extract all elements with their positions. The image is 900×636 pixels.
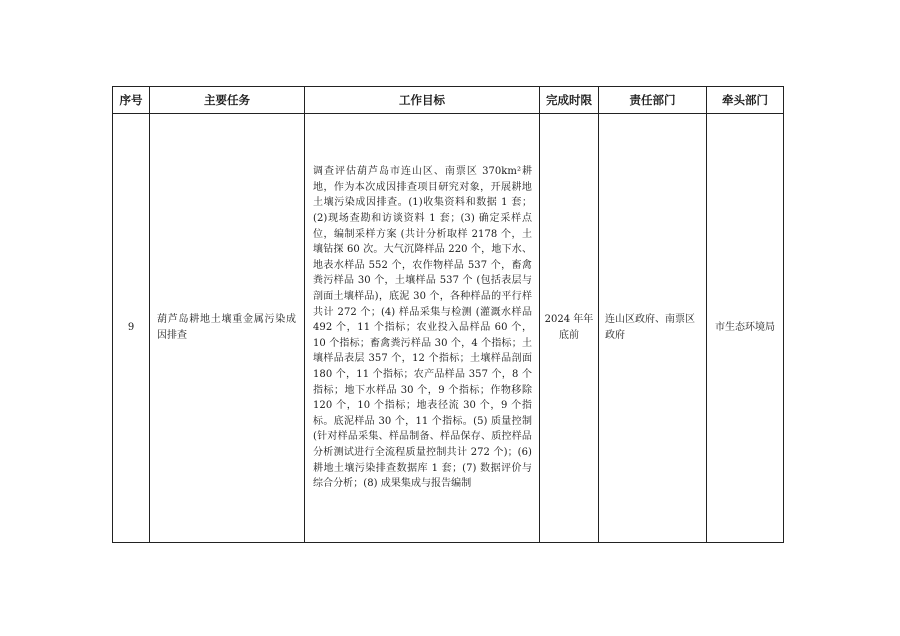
header-deadline: 完成时限	[540, 87, 599, 114]
cell-index: 9	[113, 114, 150, 543]
cell-work-goal: 调查评估葫芦岛市连山区、南票区 370km²耕地，作为本次成因排查项目研究对象，开展耕地土壤污染成因排查。(1)收集资料和数据 1 套；(2)现场查勘和访谈资料 1 套；(3) 确定采样点位，编制采样方案 (共计分析取样 2178 个，土壤钻探 60 次。大气沉降样品 220 个，地下水、地表水样品 552 个，农作物样品 537 个，畜禽粪污样品 30 个，土壤样品 537 个 (包括表层与剖面土壤样品)，底泥 30 个，各种样品的平行样共计 272 个；(4) 样品采集与检测 (灌溉水样品 492 个，11 个指标；农业投入品样品 60 个，10 个指标；畜禽粪污样品 30 个，4 个指标；土壤样品表层 357 个，12 个指标；土壤样品剖面 180 个，11 个指标；农产品样品 357 个，8 个指标；地下水样品 30 个，9 个指标；作物移除 120 个，10 个指标；地表径流 30 个，9 个指标。底泥样品 30 个，11 个指标。(5) 质量控制 (针对样品采集、样品制备、样品保存、质控样品分析测试进行全流程质量控制共计 272 个)；(6) 耕地土壤污染排查数据库 1 套；(7) 数据评价与综合分析；(8) 成果集成与报告编制	[305, 114, 540, 543]
header-index: 序号	[113, 87, 150, 114]
table-header-row	[113, 87, 784, 114]
cell-main-task: 葫芦岛耕地土壤重金属污染成因排查	[150, 114, 305, 543]
header-main-task: 主要任务	[150, 87, 305, 114]
cell-lead-dept: 市生态环境局	[707, 114, 784, 543]
cell-responsible-dept: 连山区政府、南票区政府	[599, 114, 707, 543]
header-lead-dept: 牵头部门	[707, 87, 784, 114]
cell-deadline: 2024 年年底前	[540, 114, 599, 543]
header-work-goal: 工作目标	[305, 87, 540, 114]
table-row	[113, 114, 784, 543]
header-responsible-dept: 责任部门	[599, 87, 707, 114]
task-table	[112, 86, 784, 543]
